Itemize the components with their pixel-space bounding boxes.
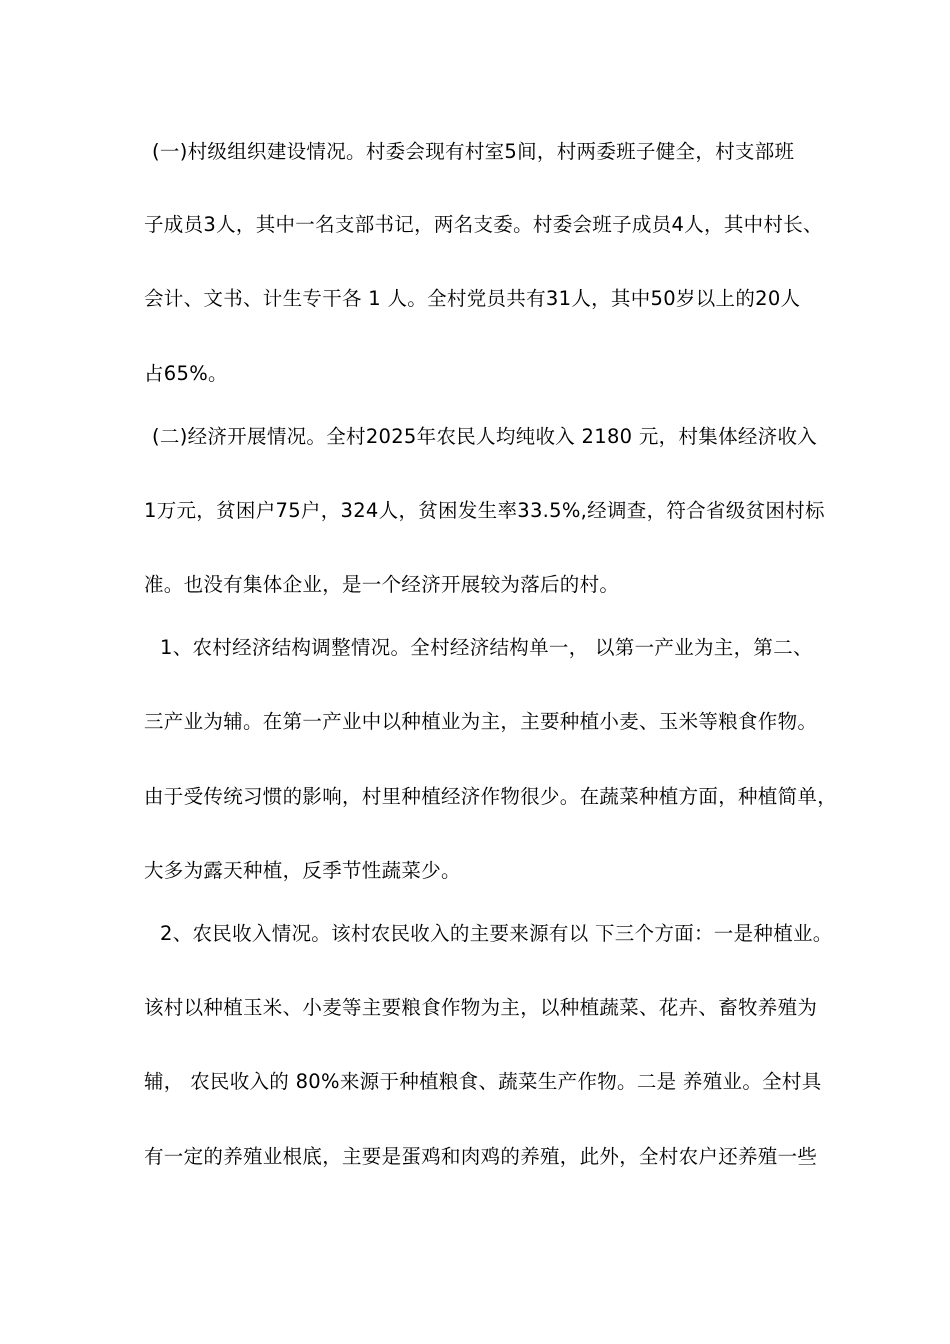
paragraph-line: (二)经济开展情况。全村2025年农民人均纯收入 2180 元，村集体经济收入 [152, 425, 818, 448]
paragraph-line: 2、农民收入情况。该村农民收入的主要来源有以 下三个方面：一是种植业。 [160, 922, 833, 945]
paragraph-line: 该村以种植玉米、小麦等主要粮食作物为主，以种植蔬菜、花卉、畜牧养殖为 [144, 996, 818, 1019]
paragraph-line: 大多为露天种植，反季节性蔬菜少。 [144, 859, 461, 882]
paragraph-line: 由于受传统习惯的影响，村里种植经济作物很少。在蔬菜种植方面，种植简单， [144, 785, 838, 808]
paragraph-line: 1、农村经济结构调整情况。全村经济结构单一， 以第一产业为主，第二、 [160, 636, 813, 659]
paragraph-line: (一)村级组织建设情况。村委会现有村室5间，村两委班子健全，村支部班 [152, 140, 795, 163]
paragraph-line: 辅， 农民收入的 80%来源于种植粮食、蔬菜生产作物。二是 养殖业。全村具 [144, 1070, 822, 1093]
paragraph-line: 会计、文书、计生专干各 1 人。全村党员共有31人，其中50岁以上的20人 [144, 287, 801, 310]
paragraph-line: 子成员3人，其中一名支部书记，两名支委。村委会班子成员4人，其中村长、 [144, 213, 823, 236]
paragraph-line: 三产业为辅。在第一产业中以种植业为主，主要种植小麦、玉米等粮食作物。 [144, 710, 818, 733]
paragraph-line: 1万元，贫困户75户，324人，贫困发生率33.5%,经调查，符合省级贫困村标 [144, 499, 825, 522]
paragraph-line: 占65%。 [144, 362, 228, 385]
paragraph-line: 准。也没有集体企业，是一个经济开展较为落后的村。 [144, 573, 620, 596]
paragraph-line: 有一定的养殖业根底，主要是蛋鸡和肉鸡的养殖，此外，全村农户还养殖一些 [144, 1145, 818, 1168]
